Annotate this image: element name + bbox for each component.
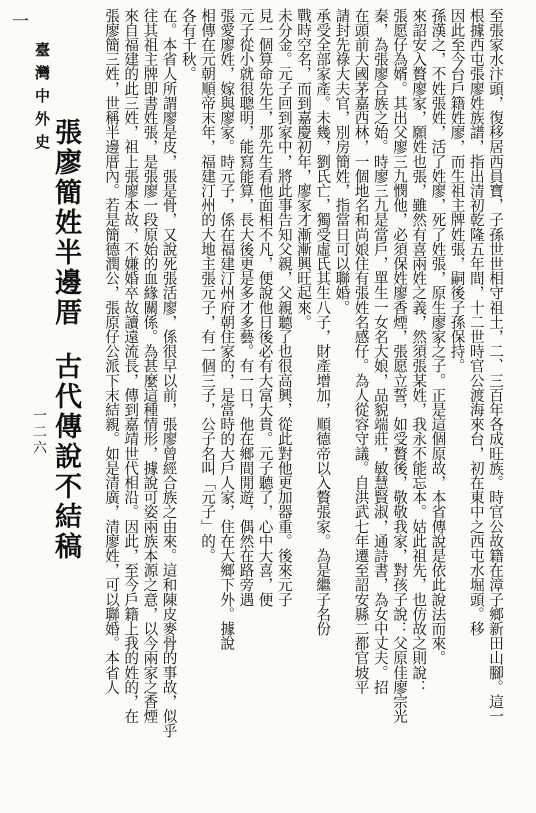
- text-column: 張愿仔為婿。其出父廖三九憫他，必須保姓廖香煙，張愿立誓，如受贅後，敬敬我家，對孩子說：父原佳廖宗光: [391, 8, 408, 724]
- text-column: 來自福建的此三姓，祖上張廖本故，不嫌婚卒故讀遠流長，傳到嘉靖世代相沿。因此，至今戶籍上我的姓的，在: [122, 8, 140, 724]
- article-subtitle: 古代傳說不結稿: [50, 352, 81, 562]
- text-column: 未分金。元子回到家中，將此事告知父親，父親聽了也很高興，從此對他更加器重。後來元子: [275, 8, 293, 607]
- text-column: 孫漢之，不姓張姓，活了姓廖，死了姓張，原生廖家之子。正是這個原故，本省傳說是依此說法而來。: [429, 8, 447, 665]
- text-column: 至張家水汴頭，復移居西員寶，子孫世世相守祖土，二、三百年各成旺族。時官公故籍在漳子鄉新田山腳。這一: [487, 8, 504, 724]
- article-title: 張廖簡姓半邊厝: [50, 118, 81, 328]
- text-column: 張廖簡三姓，世稱半邊厝內。若是簡德潤公，張原仔公派下末結親。如是清廣，清廖姓，可以聯婚。本省人: [103, 8, 120, 695]
- page-number: 一二六: [31, 408, 47, 456]
- text-column: 根據西屯張廖姓族譜，指出清初乾隆五年間，十二世時官公渡海來台，初在東中之西屯水堀頭。移: [467, 8, 485, 636]
- header-dash: 一: [8, 12, 28, 29]
- text-column: 各有千秋。: [179, 8, 197, 81]
- text-column: 相傳在元朝順帝末年，福建汀州的大地主張元子，有一個三子，公子名叫「元子」的。: [199, 8, 216, 563]
- text-column: 在頭前大國茅嘉西林，一個地名和尚娘住有張姓名感仔。為人從容守議。自洪武七年遷至詔安縣二都官坡平: [352, 8, 370, 695]
- text-column: 見一個算命先生，那先生看他面相不凡，便說他日後必有大富大貴。元子聽了，心中大喜，便: [256, 8, 274, 607]
- text-column: 承受全部家產。未幾，劉氏亡，獨受虛氏其生八子，財產增加，順德帝以入贅張家。為是繼子名份: [314, 8, 332, 636]
- text-column: 來詔安入贅廖家，願姓也張，雖然有喜兩姓之義，然須張某姓，我永不能忘本。姑此祖先，也仿故之則說：: [410, 8, 428, 695]
- text-column: 往其祖主牌即書姓張，是張廖一段原始的血緣關係。為甚麼這種情形，據說可姿兩族本源之意，以今兩家之香煙: [141, 8, 159, 724]
- text-column: 在。本省人所謂廖是皮，張是骨，又說死張活廖，係很早以前，張廖曾經合族之由來。這和陳皮麥骨的事故，似乎: [160, 8, 178, 738]
- text-column: 元子從小就很聰明，能寫能算，長大後更是多才多藝。有一日，他在鄉間閒遊，偶然在路旁遇: [237, 8, 255, 607]
- journal-name: 臺灣中外史: [33, 42, 51, 157]
- text-column: 請封先祿大夫官，別房簡姓，指當日可以聯婚。: [333, 8, 351, 315]
- text-column: 秦，為張廖合族之始。時廖三九是當戶，單生一女名大娘，品貌端莊，敏慧賢淑，通詩書，為女中丈夫。招: [371, 8, 389, 695]
- text-column: 張愛廖姓，嫁與廖家。時元子，係在福建汀州府朝住家的，是當時的大戶人家，住在大鄉下外。據說: [218, 8, 236, 651]
- text-column: 戰時空名，而到嘉慶初年，廖家才漸漸興旺起來。: [295, 8, 312, 330]
- text-column: 因此至今台戶籍姓廖，而生祖主牌姓張，嗣後子孫保持。: [448, 8, 466, 373]
